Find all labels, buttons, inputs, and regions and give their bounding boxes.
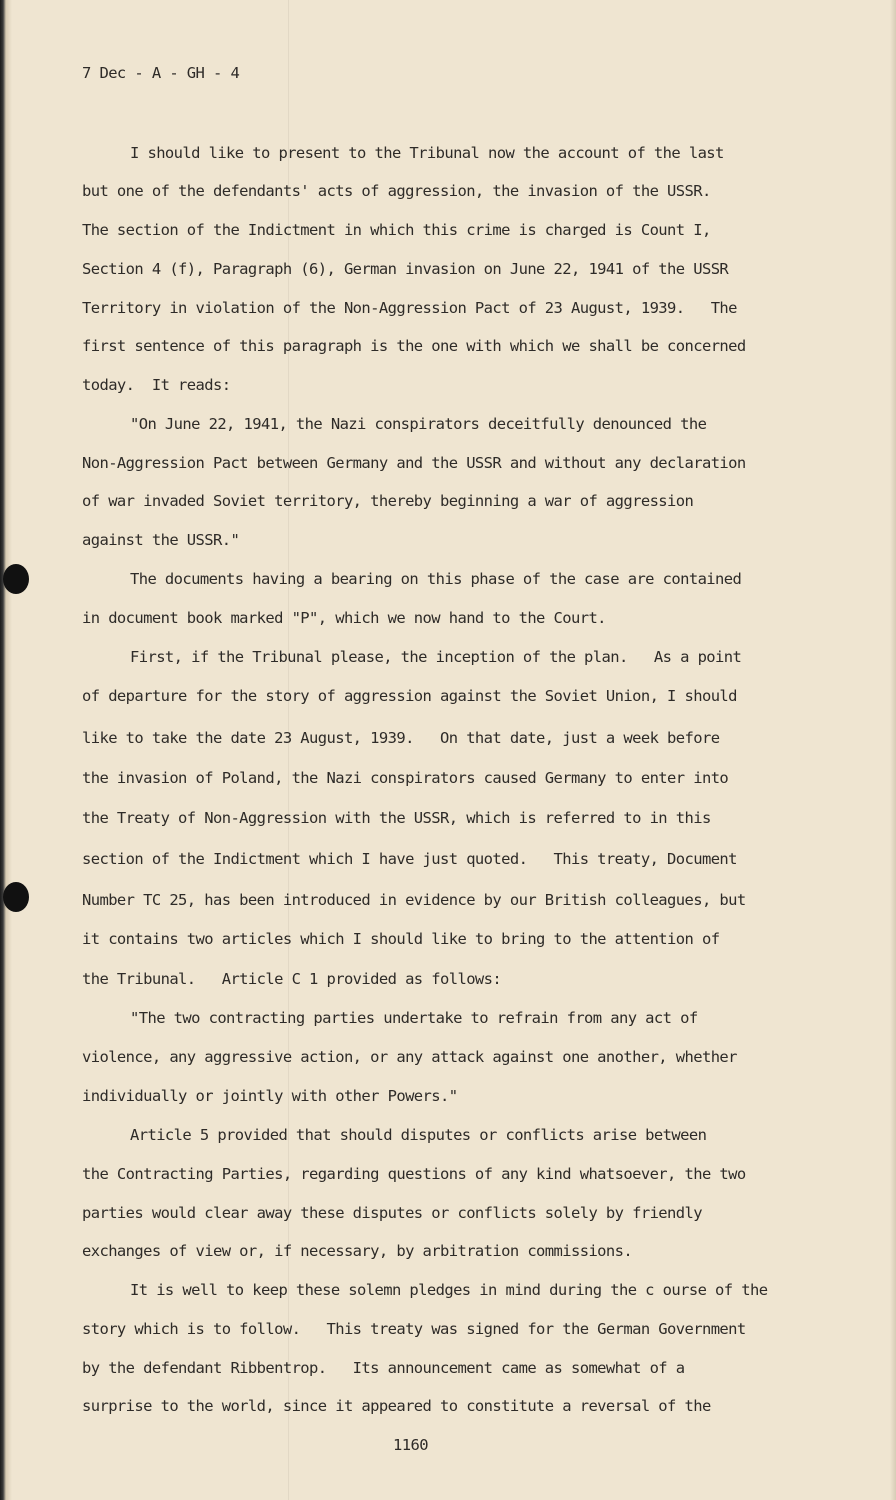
page-left-edge [0,0,12,1500]
text-line: Section 4 (f), Paragraph (6), German invasion on June 22, 1941 of the USSR [82,260,729,278]
text-line: exchanges of view or, if necessary, by arbitration commissions. [82,1242,633,1260]
text-line: Non-Aggression Pact between Germany and the USSR and without any declaration [82,454,746,472]
text-line: the Contracting Parties, regarding questions of any kind whatsoever, the two [82,1165,746,1183]
text-line: I should like to present to the Tribunal now the account of the last [130,144,724,162]
text-line: of departure for the story of aggression against the Soviet Union, I should [82,687,737,705]
text-line: Article 5 provided that should disputes or conflicts arise between [130,1126,707,1144]
text-line: the invasion of Poland, the Nazi conspirators caused Germany to enter into [82,769,729,787]
body-text [82,0,842,1415]
text-line: against the USSR." [82,531,240,549]
text-line: "On June 22, 1941, the Nazi conspirators deceitfully denounced the [130,415,707,433]
document-header: 7 Dec - A - GH - 4 [82,64,240,82]
text-line: Number TC 25, has been introduced in evidence by our British colleagues, but [82,891,746,909]
text-line: in document book marked "P", which we now hand to the Court. [82,609,606,627]
text-line: surprise to the world, since it appeared to constitute a reversal of the [82,1397,711,1415]
text-line: story which is to follow. This treaty was signed for the German Government [82,1320,746,1338]
page-number: 1160 [393,1436,428,1454]
text-line: It is well to keep these solemn pledges in mind during the c ourse of the [130,1281,768,1299]
text-line: individually or jointly with other Powers." [82,1087,458,1105]
text-line: The section of the Indictment in which this crime is charged is Count I, [82,221,711,239]
text-line: today. It reads: [82,376,231,394]
text-line: First, if the Tribunal please, the inception of the plan. As a point [130,648,742,666]
text-line: the Tribunal. Article C 1 provided as follows: [82,970,502,988]
text-line: parties would clear away these disputes or conflicts solely by friendly [82,1204,702,1222]
text-line: the Treaty of Non-Aggression with the USSR, which is referred to in this [82,809,711,827]
page-right-edge [890,0,896,1500]
text-line: violence, any aggressive action, or any attack against one another, whether [82,1048,737,1066]
text-line: The documents having a bearing on this phase of the case are contained [130,570,742,588]
text-line: Territory in violation of the Non-Aggression Pact of 23 August, 1939. The [82,299,737,317]
punch-hole-bottom [3,882,29,912]
text-line: like to take the date 23 August, 1939. On that date, just a week before [82,729,720,747]
text-line: it contains two articles which I should like to bring to the attention of [82,930,720,948]
punch-hole-top [3,564,29,594]
text-line: section of the Indictment which I have just quoted. This treaty, Document [82,850,737,868]
text-line: of war invaded Soviet territory, thereby beginning a war of aggression [82,492,694,510]
text-line: by the defendant Ribbentrop. Its announcement came as somewhat of a [82,1359,685,1377]
text-line: first sentence of this paragraph is the one with which we shall be concerned [82,337,746,355]
text-line: "The two contracting parties undertake to refrain from any act of [130,1009,698,1027]
text-line: but one of the defendants' acts of aggression, the invasion of the USSR. [82,182,711,200]
